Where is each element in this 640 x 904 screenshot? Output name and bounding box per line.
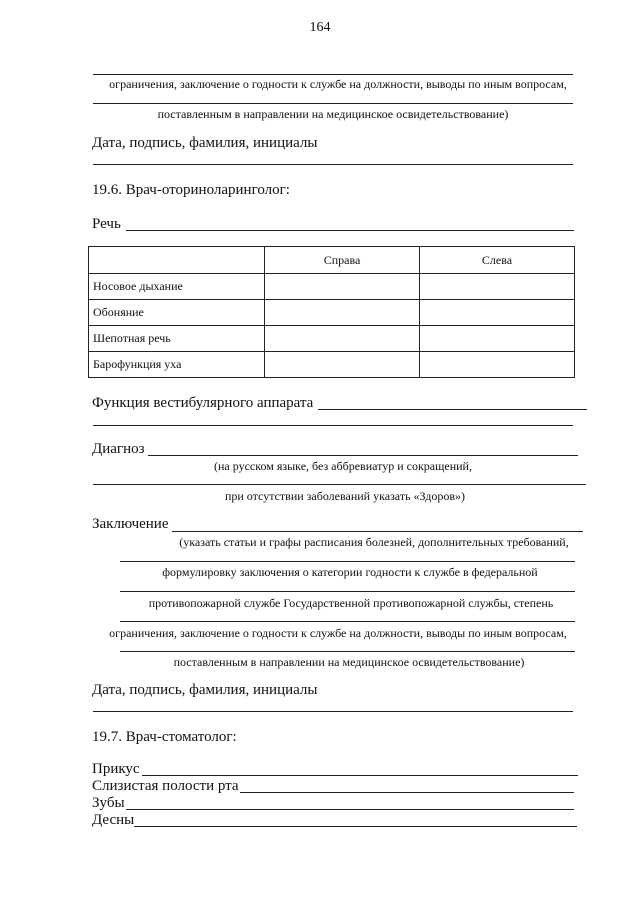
vestibular-field[interactable]: [318, 409, 587, 410]
cell-left[interactable]: [420, 274, 575, 300]
table-row: [89, 274, 575, 300]
mucosa-label: Слизистая полости рта: [92, 778, 239, 794]
hint-text: ограничения, заключение о годности к службе на должности, выводы по иным вопросам,: [109, 626, 567, 640]
signature-label: Дата, подпись, фамилия, инициалы: [92, 135, 318, 151]
table-row: [89, 352, 575, 378]
diagnosis-label: Диагноз: [92, 441, 145, 457]
hint-text: при отсутствии заболеваний указать «Здоров»): [224, 489, 466, 503]
diagnosis-field-2[interactable]: [93, 484, 586, 485]
row-label: Носовое дыхание: [89, 274, 265, 300]
speech-label: Речь: [92, 216, 121, 232]
conclusion-field-3[interactable]: [120, 591, 575, 592]
bite-field[interactable]: [142, 775, 578, 776]
speech-field[interactable]: [126, 230, 574, 231]
hint-text: поставленным в направлении на медицинское освидетельствование): [173, 655, 525, 669]
cell-right[interactable]: [265, 300, 420, 326]
cell-right[interactable]: [265, 274, 420, 300]
table-header-right: Справа: [265, 247, 420, 274]
row-label: Барофункция уха: [89, 352, 265, 378]
table-header-cell: [89, 247, 265, 274]
hint-text: противопожарной службе Государственной противопожарной службы, степень: [148, 596, 554, 610]
teeth-field[interactable]: [126, 809, 574, 810]
signature-label: Дата, подпись, фамилия, инициалы: [92, 682, 318, 698]
section-heading-19-7: 19.7. Врач-стоматолог:: [92, 729, 237, 745]
conclusion-field-2[interactable]: [120, 561, 575, 562]
ent-table: [88, 246, 575, 378]
hint-text: (на русском языке, без аббревиатур и сокращений,: [214, 459, 472, 473]
cell-left[interactable]: [420, 352, 575, 378]
vestibular-field-2[interactable]: [93, 425, 573, 426]
gums-field[interactable]: [134, 826, 577, 827]
page-number: 164: [309, 20, 331, 35]
signature-line[interactable]: [93, 711, 573, 712]
section-heading-19-6: 19.6. Врач-оториноларинголог:: [92, 182, 290, 198]
hint-text: поставленным в направлении на медицинское освидетельствование): [157, 107, 509, 121]
conclusion-field[interactable]: [172, 531, 583, 532]
conclusion-field-4[interactable]: [120, 621, 575, 622]
teeth-label: Зубы: [92, 795, 125, 811]
fill-line: [93, 103, 573, 104]
bite-label: Прикус: [92, 761, 140, 777]
cell-left[interactable]: [420, 300, 575, 326]
table-header-left: Слева: [420, 247, 575, 274]
cell-right[interactable]: [265, 326, 420, 352]
fill-line: [93, 74, 573, 75]
table-header-row: [89, 247, 575, 274]
vestibular-label: Функция вестибулярного аппарата: [92, 395, 314, 411]
table-row: [89, 300, 575, 326]
hint-text: ограничения, заключение о годности к службе на должности, выводы по иным вопросам,: [109, 77, 567, 91]
signature-line[interactable]: [93, 164, 573, 165]
hint-text: (указать статьи и графы расписания болезней, дополнительных требований,: [179, 535, 569, 549]
cell-right[interactable]: [265, 352, 420, 378]
conclusion-field-5[interactable]: [120, 651, 575, 652]
table-row: [89, 326, 575, 352]
hint-text: формулировку заключения о категории годности к службе в федеральной: [162, 565, 538, 579]
cell-left[interactable]: [420, 326, 575, 352]
gums-label: Десны: [92, 812, 135, 828]
row-label: Обоняние: [89, 300, 265, 326]
conclusion-label: Заключение: [92, 516, 169, 532]
mucosa-field[interactable]: [240, 792, 574, 793]
row-label: Шепотная речь: [89, 326, 265, 352]
diagnosis-field[interactable]: [148, 455, 578, 456]
